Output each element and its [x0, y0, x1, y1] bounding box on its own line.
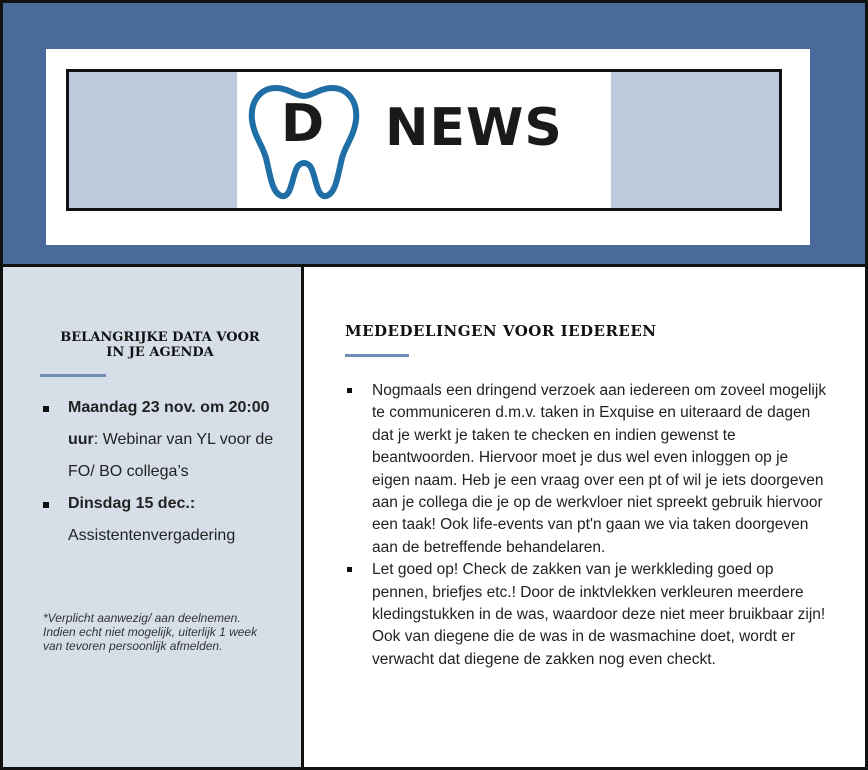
- bullet-icon: [43, 502, 49, 508]
- section-divider: [345, 354, 409, 357]
- bullet-icon: [43, 406, 49, 412]
- agenda-detail: Webinar van YL voor de FO/ BO collega’s: [68, 431, 274, 480]
- announcement-text: Let goed op! Check de zakken van je werkkleding goed op pennen, briefjes etc.! Door de inktvlekken verkleuren meerdere kledingstukken in de was, waardoor deze niet meer bruikbaar zijn! Ook van diegene die de was in de wasmachine doet, wordt er verwacht dat diegene de zakken nog even checkt.: [372, 561, 826, 668]
- bullet-icon: [347, 567, 352, 572]
- sidebar-title: BELANGRIJKE DATA VOOR IN JE AGENDA: [60, 330, 260, 360]
- brand-wordmark: NEWS: [385, 98, 563, 158]
- agenda-date-separator: :: [93, 431, 99, 448]
- sidebar-divider: [40, 374, 106, 377]
- announcement-list: [347, 380, 827, 671]
- agenda-item: [41, 392, 291, 488]
- agenda-sidebar: [3, 267, 304, 767]
- agenda-detail: Assistentenvergadering: [68, 527, 236, 544]
- announcement-item: [347, 380, 827, 559]
- header-band: [3, 3, 865, 267]
- section-title: MEDEDELINGEN VOOR IEDEREEN: [345, 322, 657, 340]
- logo-letter: D: [281, 94, 325, 154]
- agenda-footnote: *Verplicht aanwezig/ aan deelnemen. Indien echt niet mogelijk, uiterlijk 1 week van tevoren persoonlijk afmelden.: [43, 611, 258, 653]
- announcement-text: Nogmaals een dringend verzoek aan iedereen om zoveel mogelijk te communiceren d.m.v. taken in Exquise en uiteraard de dagen dat je werkt je taken te checken en indien gewenst te beantwoorden. Hiervoor moet je dus wel even inloggen op je eigen naam. Heb je een vraag over een pt of wil je iets doorgeven aan je collega die je op de werkvloer niet spreekt gebruik hiervoor een taak! Ook life-events van pt'n gaan we via taken doorgeven aan de betreffende behandelaren.: [372, 382, 827, 556]
- agenda-list: [41, 392, 291, 552]
- logo-banner: [66, 69, 782, 211]
- announcement-item: [347, 559, 827, 671]
- logo: [237, 72, 611, 208]
- bullet-icon: [347, 388, 352, 393]
- agenda-date: Maandag 23 nov. om 20:00 uur: [68, 399, 270, 448]
- agenda-item: [41, 488, 291, 552]
- agenda-date: Dinsdag 15 dec.:: [68, 495, 196, 512]
- header-card: [46, 49, 810, 245]
- announcements-section: [307, 270, 865, 767]
